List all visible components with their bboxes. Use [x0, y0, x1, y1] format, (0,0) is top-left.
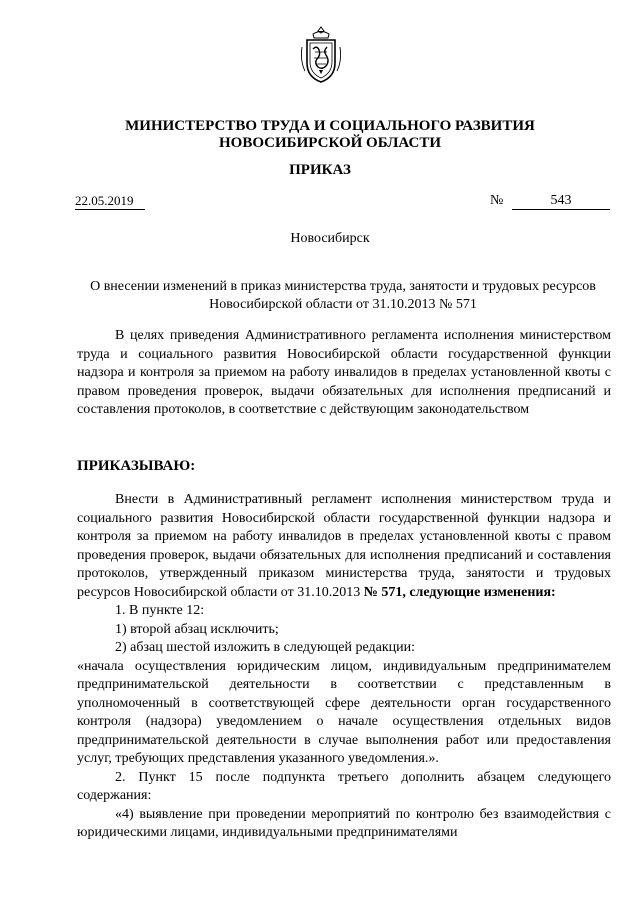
- order-subject: О внесении изменений в приказ министерства труда, занятости и трудовых ресурсов Новосибирской области от 31.10.2013 № 571: [90, 279, 596, 312]
- intro-tail: , следующие изменения:: [402, 584, 556, 600]
- ministry-title: МИНИСТЕРСТВО ТРУДА И СОЦИАЛЬНОГО РАЗВИТИЯ НОВОСИБИРСКОЙ ОБЛАСТИ: [125, 118, 535, 151]
- intro-paragraph: [77, 491, 611, 602]
- document-type: ПРИКАЗ: [289, 162, 351, 178]
- order-number: 543: [512, 192, 610, 210]
- list-item: «4) выявление при проведении мероприятий по контролю без взаимодействия с юридическими лицами, индивидуальными предпринимателями: [77, 806, 611, 840]
- list-item: 2. Пункт 15 после подпункта третьего дополнить абзацем следующего содержания:: [77, 769, 611, 803]
- number-sign: №: [490, 193, 504, 208]
- preamble-block: [77, 327, 611, 420]
- order-word: ПРИКАЗЫВАЮ:: [77, 458, 196, 474]
- city-name: Новосибирск: [290, 231, 370, 246]
- coat-of-arms-emblem: [299, 25, 343, 85]
- list-item: «начала осуществления юридическим лицом, индивидуальным предпринимателем предпринимательской деятельности в соответствии с представленным в уполномоченный в соответствующей сфере деятельности орган государственного контроля (надзора) уведомлением о начале осуществления отдельных видов предпринимательской деятельности в случае выполнения работ или предоставления услуг, требующих представления указанного уведомления.».: [77, 658, 611, 766]
- preamble-paragraph: В целях приведения Административного регламента исполнения министерством труда и социального развития Новосибирской области государственной функции надзора и контроля за приемом на работу инвалидов в пределах установленной квоты с правом проведения проверок, выдачи обязательных для исполнения предписаний и составления протоколов, в соответствие с действующим законодательством: [77, 328, 611, 417]
- list-item: 1. В пункте 12:: [115, 603, 205, 618]
- order-date: 22.05.2019: [75, 192, 145, 210]
- intro-reference: № 571: [363, 584, 403, 600]
- list-item: 1) второй абзац исключить;: [115, 621, 279, 637]
- intro-text: Внести в Административный регламент исполнения министерством труда и социального развития Новосибирской области государственной функции надзора и контроля за приемом на работу инвалидов в пределах установленной квоты с правом проведения проверок, выдачи обязательных для исполнения предписаний и составления протоколов, утвержденный приказом министерства труда, занятости и трудовых ресурсов Новосибирской области от 31.10.2013: [77, 492, 611, 600]
- list-item: 2) абзац шестой изложить в следующей редакции:: [115, 640, 415, 655]
- order-body: [77, 491, 611, 843]
